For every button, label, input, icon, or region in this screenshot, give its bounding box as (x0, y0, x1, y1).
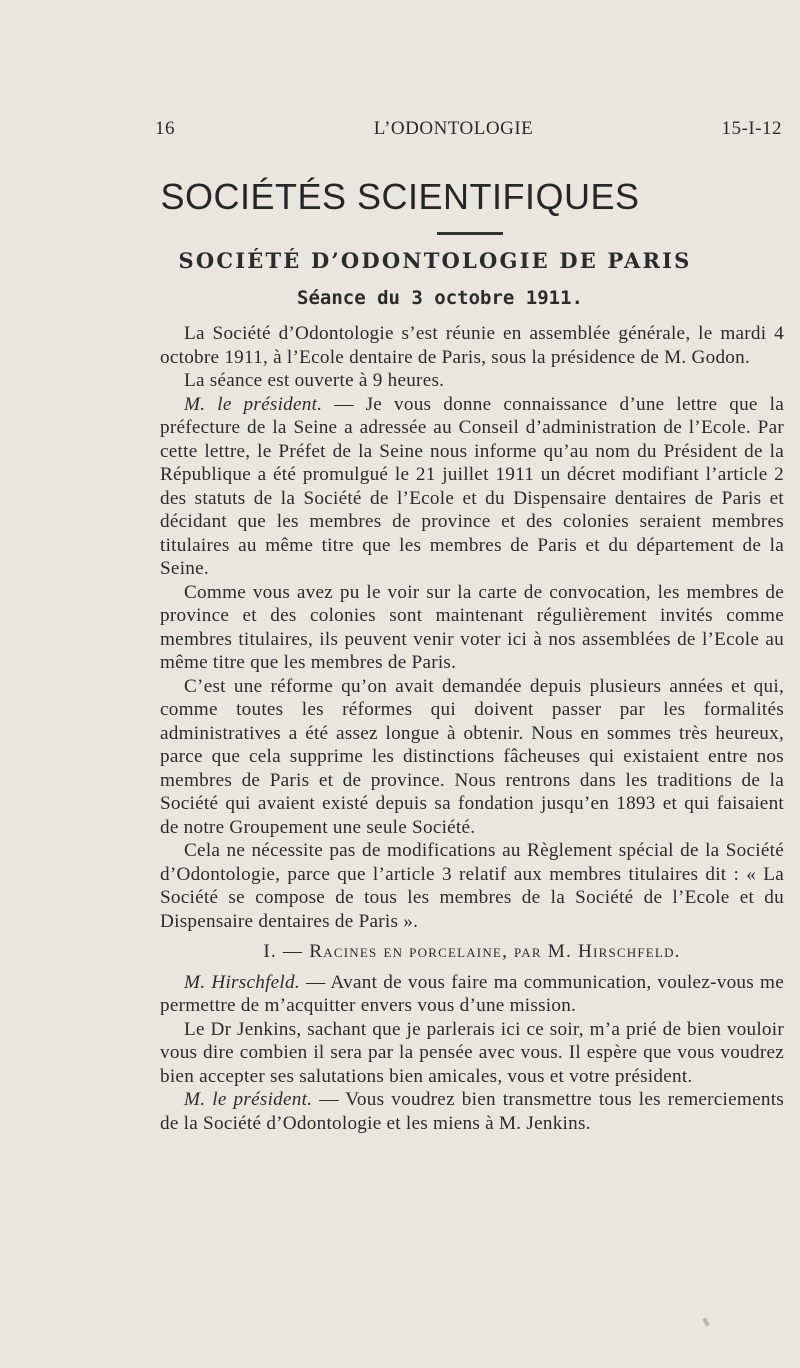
society-title: SOCIÉTÉ D’ODONTOLOGIE DE PARIS (178, 248, 692, 273)
paragraph: Le Dr Jenkins, sachant que je parlerais ici ce soir, m’a prié de bien vouloir vous dire combien il sera par la pensée avec vous. Il espère que vous voudrez bien accepter ses salutations bien amicales, vous et votre président. (160, 1018, 784, 1087)
paragraph: La Société d’Odontologie s’est réunie en assemblée générale, le mardi 4 octobre 1911, à l’Ecole dentaire de Paris, sous la présidence de M. Godon. (160, 323, 784, 368)
paragraph: C’est une réforme qu’on avait demandée depuis plusieurs années et qui, comme toutes les réformes qui doivent passer par les formalités administratives a été assez longue à obtenir. Nous en sommes très heureux, parce que cela supprime les distinctions fâcheuses qui existaient entre nos membres de Paris et de province. Nous rentrons dans les traditions de la Société qui avaient existé depuis sa fondation jusqu’en 1893 et qui faisaient de notre Groupement une seule Société. (160, 675, 784, 838)
paragraph (160, 971, 784, 1018)
page-number: 16 (155, 118, 175, 139)
paragraph (160, 1088, 784, 1135)
journal-title: L’ODONTOLOGIE (373, 118, 534, 139)
title-rule (437, 232, 503, 235)
paragraph: Comme vous avez pu le voir sur la carte de convocation, les membres de province et des colonies sont maintenant régulièrement invités comme membres titulaires, ils peuvent venir voter ici à nos assemblées de l’Ecole au même titre que les membres de Paris. (160, 581, 784, 673)
speech-text: — Je vous donne connaissance d’une lettre que la préfecture de la Seine a adressée au Conseil d’administration de l’Ecole. Par cette lettre, le Préfet de la Seine nous informe qu’au nom du Président de la République a été promulgué le 21 juillet 1911 un décret modifiant l’article 2 des statuts de la Société de l’Ecole et du Dispensaire dentaires de Paris et décidant que les membres de province et des colonies seraient membres titulaires au même titre que les membres de Paris et du département de la Seine. (160, 393, 785, 579)
speaker-name: M. le président. (184, 393, 323, 415)
section-title: SOCIÉTÉS SCIENTIFIQUES (160, 176, 640, 217)
speech-text: — Vous voudrez bien transmettre tous les remerciements de la Société d’Odontologie et les miens à M. Jenkins. (160, 1089, 784, 1134)
paragraph (160, 393, 784, 581)
speaker-name: M. le président. (184, 1089, 313, 1110)
session-date: Séance du 3 octobre 1911. (297, 287, 583, 309)
issue-date: 15-I-12 (721, 118, 782, 139)
article-body (160, 322, 784, 1135)
speech-text: — Avant de vous faire ma communication, voulez-vous me permettre de m’acquitter envers vous d’une mission. (160, 971, 784, 1016)
paragraph: La séance est ouverte à 9 heures. (184, 370, 445, 391)
paragraph: Cela ne nécessite pas de modifications au Règlement spécial de la Société d’Odontologie, parce que l’article 3 relatif aux membres titulaires dit : « La Société se compose de tous les membres de la Société de l’Ecole et du Dispensaire dentaires de Paris ». (160, 840, 784, 932)
subsection-heading: I. — Racines en porcelaine, par M. Hirschfeld. (263, 941, 681, 962)
running-head (155, 118, 782, 144)
ink-mark (702, 1318, 709, 1327)
speaker-name: M. Hirschfeld. (184, 971, 300, 993)
